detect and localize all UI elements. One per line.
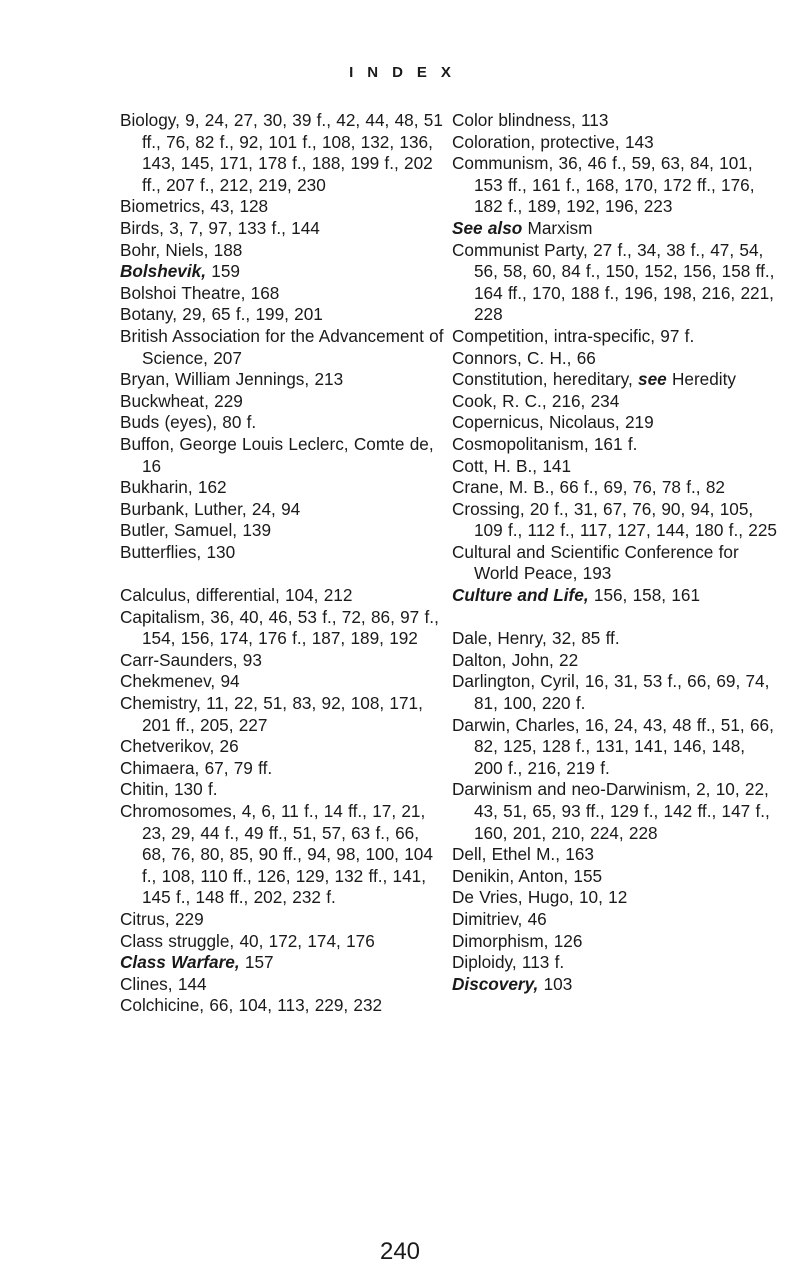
index-entry-pages: 66, 104, 113, 229, 232 — [204, 995, 383, 1016]
index-entry-term: Dalton, John, — [452, 649, 554, 670]
index-entry — [120, 693, 445, 736]
index-entry-pages: 161 f. — [588, 433, 638, 454]
index-entry-term: Dimorphism, — [452, 930, 549, 951]
index-entry — [452, 628, 777, 650]
index-entry-pages: 24, 94 — [246, 498, 301, 519]
index-entry-pages: 207 — [207, 347, 242, 368]
index-entry — [452, 348, 777, 370]
index-entry-term: Buffon, George Louis Leclerc, Comte de, — [120, 433, 434, 454]
index-entry-pages: 29, 65 f., 199, 201 — [177, 304, 323, 325]
index-entry-pages: 80 f. — [216, 412, 257, 433]
index-entry-pages: 94 — [215, 671, 240, 692]
index-entry — [452, 542, 777, 585]
index-entry-pages: 4, 6, 11 f., 14 ff., 17, 21, 23, 29, 44 f., 49 ff., 51, 57, 63 f., 66, 68, 76, 80, 85, 90 ff., 94, 98, 100, 104 f., 108, 110 ff., 126, 129, 132 ff., 141, 145 f., 148 ff., 202, 232 f. — [142, 801, 433, 908]
index-entry-term: Copernicus, Nicolaus, — [452, 412, 620, 433]
index-column-right — [452, 110, 777, 995]
index-entry-term: Buds (eyes), — [120, 412, 217, 433]
index-entry-pages: 229 — [169, 908, 204, 929]
index-entry — [120, 952, 445, 974]
index-entry-term: Carr-Saunders, — [120, 649, 238, 670]
index-entry-term: Class struggle, — [120, 930, 235, 951]
index-entry-term: Connors, C. H., — [452, 347, 572, 368]
index-entry-term: Calculus, differential, — [120, 585, 280, 606]
index-entry — [120, 909, 445, 931]
index-entry-term: Culture and Life, — [452, 585, 589, 606]
index-entry-pages: 36, 46 f., 59, 63, 84, 101, 153 ff., 161 f., 168, 170, 172 ff., 176, 182 f., 189, 192, 196, 223 — [474, 153, 755, 217]
index-entry-pages: 141 — [537, 455, 572, 476]
index-entry-pages: 113 — [575, 110, 609, 130]
index-column-left — [120, 110, 445, 1017]
index-entry-pages: 16, 31, 53 f., 66, 69, 74, 81, 100, 220 f. — [474, 671, 770, 714]
index-entry-term: Diploidy, — [452, 952, 517, 973]
index-entry-pages: 213 — [309, 369, 344, 390]
index-entry — [452, 952, 777, 974]
index-entry-pages: Marxism — [522, 217, 593, 238]
index-entry-term: Bryan, William Jennings, — [120, 369, 310, 390]
index-entry — [452, 391, 777, 413]
index-entry-pages: 9, 24, 27, 30, 39 f., 42, 44, 48, 51 ff., 76, 82 f., 92, 101 f., 108, 132, 136, 143, 145, 171, 178 f., 188, 199 f., 202 ff., 207 f., 212, 219, 230 — [142, 110, 443, 195]
index-entry-pages: 156, 158, 161 — [588, 585, 701, 606]
index-entry-term: Chitin, — [120, 779, 169, 800]
index-entry-pages: 113 f. — [516, 952, 565, 973]
index-entry — [120, 326, 445, 369]
index-entry-pages: 159 — [205, 261, 240, 282]
index-entry — [120, 304, 445, 326]
index-entry-pages: 162 — [192, 477, 227, 498]
index-entry-term: Darlington, Cyril, — [452, 671, 580, 692]
index-entry-term: Cook, R. C., — [452, 390, 547, 411]
index-entry — [120, 736, 445, 758]
index-entry-term: Citrus, — [120, 908, 170, 929]
index-entry-term: Crane, M. B., — [452, 477, 555, 498]
index-entry-term: Class Warfare, — [120, 952, 240, 973]
index-entry-pages: 104, 212 — [279, 585, 353, 606]
index-entry — [452, 456, 777, 478]
index-entry — [120, 671, 445, 693]
index-entry-pages: 3, 7, 97, 133 f., 144 — [163, 217, 320, 238]
index-entry-pages: 10, 12 — [573, 887, 628, 908]
index-entry — [120, 412, 445, 434]
index-entry-term: Communist Party, — [452, 239, 588, 260]
index-entry-term: Cosmopolitanism, — [452, 433, 589, 454]
index-entry — [452, 866, 777, 888]
index-entry — [452, 931, 777, 953]
index-entry — [120, 585, 445, 607]
index-entry — [452, 240, 777, 326]
index-entry-pages: 143 — [619, 131, 654, 152]
index-entry-pages: 163 — [559, 844, 594, 865]
index-entry-pages: 144 — [172, 973, 207, 994]
index-entry-term: Botany, — [120, 304, 178, 325]
index-entry-term: Biology, — [120, 110, 180, 130]
index-entry-pages: 43, 128 — [205, 196, 269, 217]
index-entry — [120, 974, 445, 996]
index-entry — [452, 887, 777, 909]
index-entry-pages: 168 — [245, 282, 280, 303]
index-entry-term: Butler, Samuel, — [120, 520, 238, 541]
index-entry — [120, 477, 445, 499]
index-entry-term: Crossing, — [452, 498, 525, 519]
index-entry-term: Dale, Henry, — [452, 628, 547, 649]
index-entry-pages: Heredity — [666, 369, 736, 390]
index-entry — [120, 283, 445, 305]
index-entry-pages: 36, 40, 46, 53 f., 72, 86, 97 f., 154, 156, 174, 176 f., 187, 189, 192 — [142, 606, 439, 649]
index-entry — [452, 326, 777, 348]
index-entry — [452, 974, 777, 996]
index-entry — [120, 995, 445, 1017]
index-entry-pages: 66 f., 69, 76, 78 f., 82 — [554, 477, 725, 498]
index-entry — [452, 650, 777, 672]
index-entry-pages: 16 — [142, 455, 162, 476]
index-entry-pages: 103 — [538, 973, 573, 994]
index-entry-pages: 216, 234 — [546, 390, 620, 411]
index-entry-term: Darwin, Charles, — [452, 714, 580, 735]
index-entry — [452, 844, 777, 866]
index-entry — [120, 779, 445, 801]
index-entry — [120, 607, 445, 650]
index-entry — [452, 132, 777, 154]
index-entry — [452, 779, 777, 844]
index-entry-term: Color blindness, — [452, 110, 576, 130]
index-entry-pages: 11, 22, 51, 83, 92, 108, 171, 201 ff., 205, 227 — [142, 693, 423, 735]
index-entry — [120, 261, 445, 283]
index-entry — [452, 434, 777, 456]
index-entry-term: Chetverikov, — [120, 736, 215, 757]
index-entry-term: Chromosomes, — [120, 801, 237, 821]
index-entry-term: Dimitriev, — [452, 908, 523, 929]
index-entry-term: Competition, intra-specific, — [452, 325, 656, 346]
index-entry-see: see — [632, 369, 667, 390]
index-entry — [120, 110, 445, 196]
index-entry — [120, 801, 445, 909]
index-entry-pages: 67, 79 ff. — [199, 757, 273, 778]
index-entry-pages: 46 — [522, 908, 547, 929]
index-entry-pages: 2, 10, 22, 43, 51, 65, 93 ff., 129 f., 142 ff., 147 f., 160, 201, 210, 224, 228 — [474, 779, 770, 843]
index-entry — [452, 477, 777, 499]
index-entry-term: Dell, Ethel M., — [452, 844, 560, 865]
index-entry-term: Birds, — [120, 217, 164, 238]
index-entry — [452, 715, 777, 780]
index-entry-pages: 27 f., 34, 38 f., 47, 54, 56, 58, 60, 84 f., 150, 152, 156, 158 ff., 164 ff., 170, 188 f., 196, 198, 216, 221, 228 — [474, 239, 775, 325]
index-entry-pages: 66 — [571, 347, 596, 368]
index-entry — [120, 218, 445, 240]
index-entry — [452, 153, 777, 218]
index-entry — [452, 369, 777, 391]
index-entry-pages: 219 — [619, 412, 654, 433]
index-entry-pages: 130 f. — [168, 779, 218, 800]
index-entry-term: Colchicine, — [120, 995, 205, 1016]
index-entry — [452, 585, 777, 607]
index-entry-term: Chimaera, — [120, 757, 200, 778]
page-heading: INDEX — [349, 64, 465, 81]
index-entry-pages: 32, 85 ff. — [546, 628, 620, 649]
index-entry-term: De Vries, Hugo, — [452, 887, 574, 908]
index-entry-pages: 22 — [553, 649, 579, 670]
index-entry-term: British Association for the Advancement of Science, — [120, 325, 444, 368]
index-entry-term: Denikin, Anton, — [452, 865, 569, 886]
index-entry-pages: 139 — [237, 520, 272, 541]
index-entry-pages: 40, 172, 174, 176 — [234, 930, 375, 951]
index-entry-term: Coloration, protective, — [452, 131, 620, 152]
index-entry — [120, 931, 445, 953]
index-entry — [452, 909, 777, 931]
index-entry — [120, 196, 445, 218]
index-entry — [452, 499, 777, 542]
index-entry-pages: 16, 24, 43, 48 ff., 51, 66, 82, 125, 128 f., 131, 141, 146, 148, 200 f., 216, 219 f. — [474, 714, 774, 778]
index-entry — [120, 240, 445, 262]
index-entry — [120, 499, 445, 521]
index-entry-term: Biometrics, — [120, 196, 205, 217]
index-entry — [452, 412, 777, 434]
index-entry-pages: 130 — [201, 541, 236, 562]
index-entry-term: See also — [452, 217, 523, 238]
index-entry-term: Constitution, hereditary, — [452, 369, 633, 390]
index-entry-term: Communism, — [452, 153, 554, 174]
index-entry-term: Chemistry, — [120, 693, 201, 714]
index-entry-pages: 126 — [548, 930, 583, 951]
index-entry-term: Darwinism and neo-Darwinism, — [452, 779, 691, 800]
index-entry-pages: 26 — [214, 736, 239, 757]
index-entry-term: Discovery, — [452, 973, 539, 994]
index-entry — [120, 650, 445, 672]
index-entry — [120, 434, 445, 477]
index-entry-term: Bohr, Niels, — [120, 239, 209, 260]
index-entry — [452, 671, 777, 714]
index-entry — [120, 758, 445, 780]
index-entry — [452, 110, 777, 132]
index-entry-term: Capitalism, — [120, 606, 206, 627]
index-entry-pages: 157 — [239, 952, 274, 973]
index-entry — [120, 391, 445, 413]
index-entry-term: Cott, H. B., — [452, 455, 538, 476]
index-entry-pages: 229 — [208, 390, 243, 411]
index-entry-term: Chekmenev, — [120, 671, 216, 692]
index-entry-pages: 20 f., 31, 67, 76, 90, 94, 105, 109 f., 112 f., 117, 127, 144, 180 f., 225 — [474, 498, 777, 541]
index-entry-term: Bolshevik, — [120, 261, 206, 282]
index-entry-pages: 193 — [577, 563, 612, 584]
index-entry-pages: 93 — [237, 649, 262, 670]
index-entry-pages: 155 — [568, 865, 603, 886]
index-entry — [120, 542, 445, 564]
index-entry-pages: 188 — [208, 239, 243, 260]
index-entry-term: Clines, — [120, 973, 173, 994]
index-entry-term: Cultural and Scientific Conference for World Peace, — [452, 541, 739, 584]
index-entry-term: Butterflies, — [120, 541, 202, 562]
page-number: 240 — [379, 1238, 421, 1265]
index-entry-term: Bukharin, — [120, 477, 193, 498]
index-entry — [120, 520, 445, 542]
index-entry-pages: 97 f. — [655, 325, 695, 346]
index-entry — [120, 369, 445, 391]
index-entry-term: Bolshoi Theatre, — [120, 282, 246, 303]
index-entry-term: Burbank, Luther, — [120, 498, 247, 519]
index-entry-term: Buckwheat, — [120, 390, 209, 411]
index-entry — [452, 218, 777, 240]
